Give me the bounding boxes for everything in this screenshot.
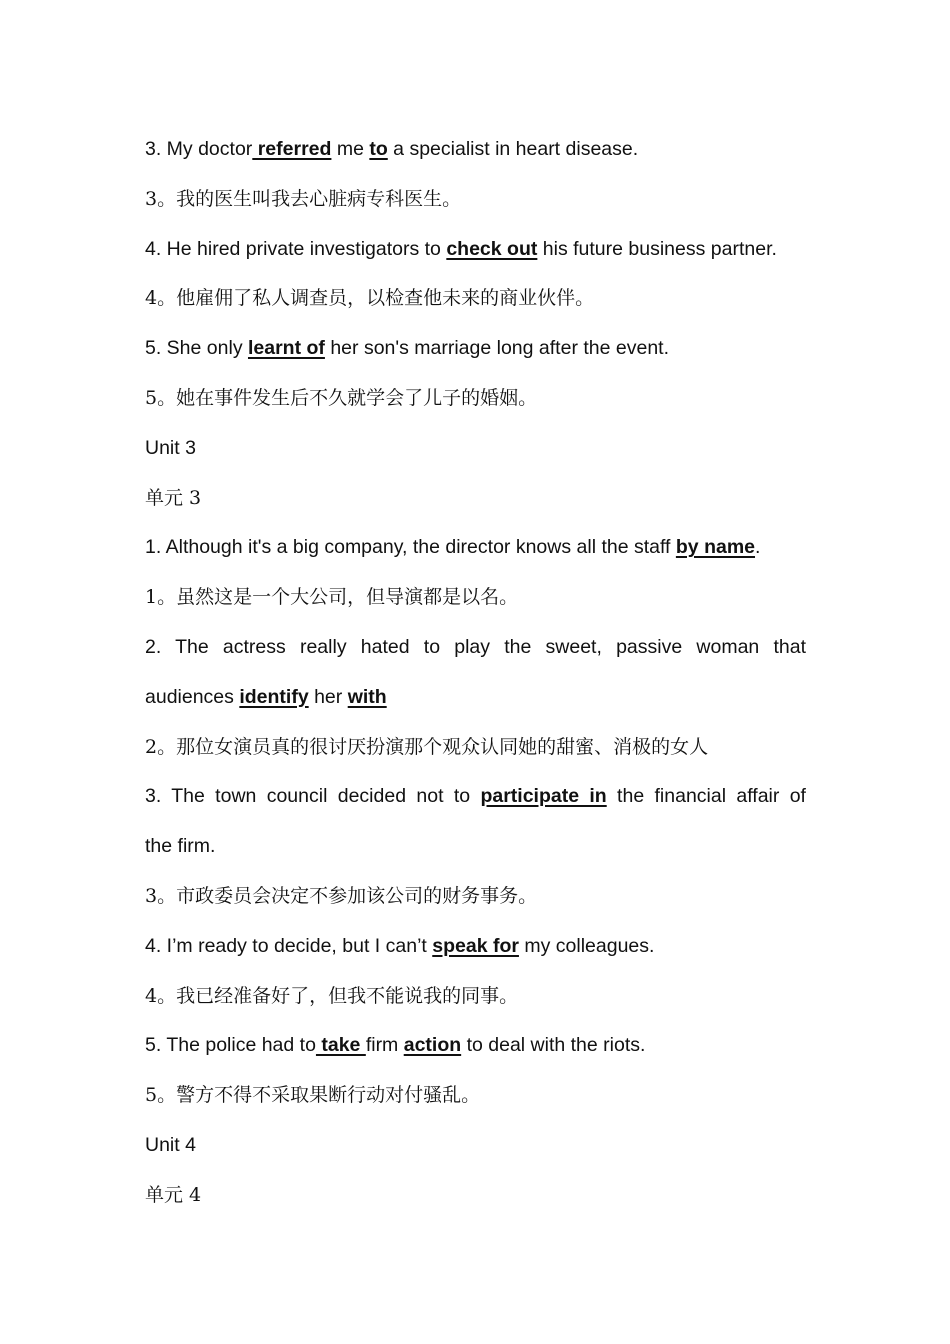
document-page [145, 125, 806, 1221]
sentence-line [145, 424, 806, 474]
text-segment: her [308, 685, 348, 708]
highlighted-phrase: by name [675, 536, 756, 559]
translation-line [145, 1171, 806, 1221]
sentence-line [145, 922, 806, 972]
text-segment: 单元 3 [145, 486, 202, 509]
sentence-line [145, 1021, 806, 1071]
text-segment: 3. My doctor [145, 138, 253, 160]
text-segment: firm [365, 1034, 404, 1057]
sentence-line [145, 822, 806, 872]
text-segment: his future business partner. [537, 237, 777, 260]
text-segment: 单元 4 [145, 1183, 202, 1206]
text-segment: 4。他雇佣了私人调查员，以检查他未来的商业伙伴。 [145, 287, 595, 310]
text-segment: her son's marriage long after the event. [324, 337, 669, 360]
text-segment: the firm. [145, 835, 216, 858]
translation-line [145, 723, 806, 773]
highlighted-phrase: learnt of [247, 337, 325, 360]
sentence-line [145, 772, 806, 822]
translation-line [145, 1071, 806, 1121]
highlighted-phrase: with [347, 685, 387, 708]
text-segment: 4. He hired private investigators to [145, 237, 447, 260]
translation-line [145, 274, 806, 324]
translation-line [145, 573, 806, 623]
highlighted-phrase: to [369, 138, 388, 160]
highlighted-phrase: participate in [480, 785, 607, 808]
text-segment: audiences [145, 685, 240, 708]
text-segment: 1。虽然这是一个大公司，但导演都是以名。 [145, 586, 519, 609]
text-segment: 5。她在事件发生后不久就学会了儿子的婚姻。 [145, 386, 538, 409]
text-segment: Unit 4 [145, 1133, 196, 1156]
text-segment: 5。警方不得不采取果断行动对付骚乱。 [145, 1084, 481, 1107]
text-segment: my colleagues. [518, 934, 655, 957]
text-segment: 1. Although it's a big company, the director knows all the staff [145, 536, 676, 559]
text-segment: 3. The town council decided not to [145, 785, 481, 808]
text-segment: me [331, 138, 370, 160]
translation-line [145, 474, 806, 524]
text-segment: 5. The police had to [145, 1034, 316, 1057]
text-segment: to deal with the riots. [461, 1034, 646, 1057]
highlighted-phrase: identify [239, 685, 309, 708]
sentence-line [145, 225, 806, 275]
text-segment: 5. She only [145, 337, 248, 360]
text-segment: . [755, 536, 761, 559]
highlighted-phrase: check out [446, 237, 538, 260]
highlighted-phrase: speak for [432, 934, 519, 957]
text-segment: the financial affair of [606, 785, 806, 808]
sentence-line [145, 125, 806, 175]
text-segment: 4。我已经准备好了，但我不能说我的同事。 [145, 984, 519, 1007]
sentence-line [145, 523, 806, 573]
text-segment: a specialist in heart disease. [387, 138, 639, 160]
translation-line [145, 872, 806, 922]
sentence-line [145, 324, 806, 374]
highlighted-phrase: referred [252, 138, 332, 160]
sentence-line [145, 1121, 806, 1171]
sentence-line [145, 623, 806, 673]
text-segment: 3。市政委员会决定不参加该公司的财务事务。 [145, 884, 538, 907]
highlighted-phrase: take [315, 1034, 366, 1057]
text-segment: 4. I’m ready to decide, but I can’t [145, 934, 433, 957]
highlighted-phrase: action [403, 1034, 462, 1057]
text-segment: 2. The actress really hated to play the sweet, passive woman that [145, 635, 806, 658]
text-segment: 2。那位女演员真的很讨厌扮演那个观众认同她的甜蜜、消极的女人 [145, 735, 709, 758]
translation-line [145, 175, 806, 225]
sentence-line [145, 673, 806, 723]
translation-line [145, 374, 806, 424]
text-segment: 3。我的医生叫我去心脏病专科医生。 [145, 187, 462, 210]
translation-line [145, 972, 806, 1022]
text-segment: Unit 3 [145, 436, 196, 459]
